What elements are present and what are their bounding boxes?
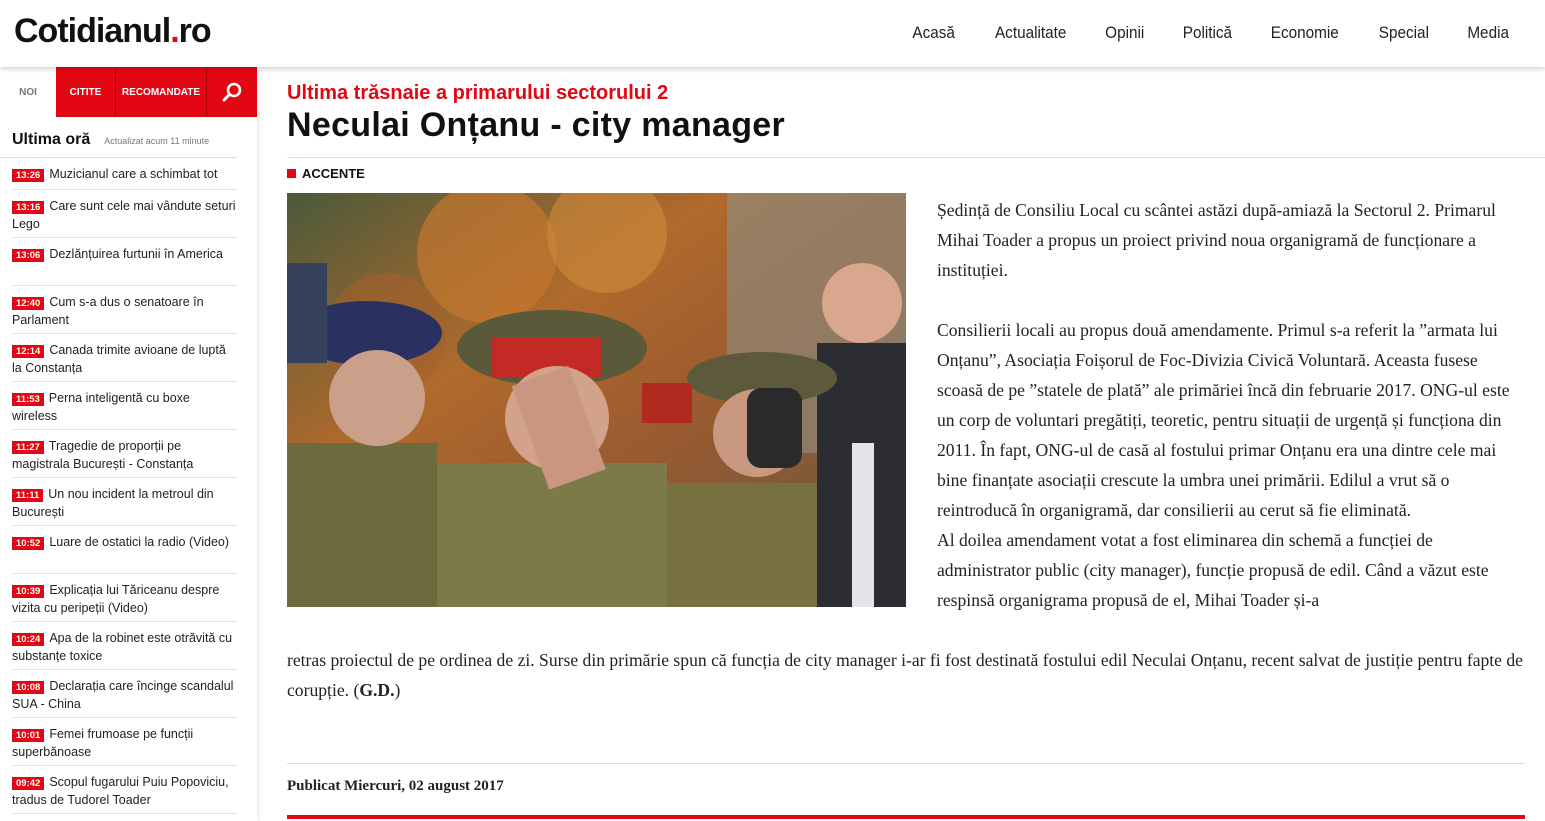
nav-opinii[interactable]: Opinii — [1105, 23, 1145, 42]
article-body-wide — [287, 645, 1527, 705]
news-headline: Care sunt cele mai vândute seturi Lego — [12, 199, 236, 231]
site-logo[interactable] — [14, 12, 211, 51]
news-item[interactable] — [12, 670, 237, 718]
news-headline: Perna inteligentă cu boxe wireless — [12, 391, 190, 423]
nav-actualitate[interactable]: Actualitate — [994, 23, 1067, 42]
nav-special[interactable]: Special — [1378, 23, 1429, 42]
news-time-badge: 12:40 — [12, 297, 44, 310]
news-headline: Dezlănțuirea furtunii în America — [49, 247, 224, 261]
divider — [287, 157, 1545, 158]
news-list — [12, 158, 237, 814]
nav-acasa[interactable]: Acasă — [912, 23, 956, 42]
news-item[interactable] — [12, 574, 237, 622]
news-item[interactable] — [12, 286, 237, 334]
ultima-ora-title: Ultima oră — [12, 131, 91, 148]
nav-economie[interactable]: Economie — [1271, 23, 1340, 42]
article-body-right — [937, 195, 1527, 615]
close-paren: ) — [394, 680, 401, 700]
news-time-badge: 11:11 — [12, 489, 43, 502]
news-time-badge: 12:14 — [12, 345, 44, 358]
search-button[interactable] — [207, 67, 257, 117]
news-item[interactable] — [12, 526, 237, 574]
logo-tld: ro — [178, 12, 211, 50]
news-item[interactable] — [12, 334, 237, 382]
article-paragraph-3-start: Al doilea amendament votat a fost eliminarea din schemă a funcției de administrator public (city manager), funcție propusă de edil. Când a văzut este respinsă organigrama propusă de el, Mihai Toader și-a — [937, 530, 1489, 610]
category-text: ACCENTE — [302, 166, 365, 181]
article-paragraph-3-end: retras proiectul de pe ordinea de zi. Surse din primărie spun că funcția de city manager i-ar fi fost destinată fostului edil Neculai Onțanu, recent salvat de justiție pentru fapte de corupție. ( — [287, 650, 1523, 700]
news-time-badge: 13:16 — [12, 201, 44, 214]
news-time-badge: 09:42 — [12, 777, 44, 790]
news-headline: Cum s-a dus o senatoare în Parlament — [12, 295, 204, 327]
news-time-badge: 11:27 — [12, 441, 44, 454]
nav-politica[interactable]: Politică — [1182, 23, 1232, 42]
news-headline: Un nou incident la metroul din București — [12, 487, 214, 519]
news-item[interactable] — [12, 622, 237, 670]
article-paragraph-1: Ședință de Consiliu Local cu scântei astăzi după-amiază la Sectorul 2. Primarul Mihai Toader a propus un proiect privind noua organigramă de funcționare a instituției. — [937, 200, 1496, 280]
tab-recomandate[interactable]: RECOMANDATE — [116, 67, 207, 117]
news-headline: Muzicianul care a schimbat tot — [49, 167, 218, 181]
red-divider — [287, 815, 1525, 819]
news-time-badge: 10:52 — [12, 537, 44, 550]
site-header — [0, 0, 1545, 67]
article-kicker: Ultima trăsnaie a primarului sectorului 2 — [287, 82, 669, 104]
news-time-badge: 10:01 — [12, 729, 44, 742]
news-item[interactable] — [12, 382, 237, 430]
logo-dot: . — [170, 12, 179, 50]
news-time-badge: 10:39 — [12, 585, 44, 598]
news-headline: Scopul fugarului Puiu Popoviciu, tradus de Tudorel Toader — [12, 775, 229, 807]
article-title: Neculai Onțanu - city manager — [287, 106, 786, 144]
news-time-badge: 10:08 — [12, 681, 44, 694]
news-item[interactable] — [12, 478, 237, 526]
news-time-badge: 13:06 — [12, 249, 44, 262]
category-square-icon — [287, 169, 296, 178]
news-headline: Luare de ostatici la radio (Video) — [49, 535, 230, 549]
category-label[interactable] — [287, 166, 365, 181]
article-author: G.D. — [359, 680, 395, 700]
news-item[interactable] — [12, 430, 237, 478]
logo-main: Cotidianul — [14, 12, 171, 50]
ultima-ora-header — [0, 117, 237, 158]
news-item[interactable] — [12, 158, 237, 190]
sidebar-tabs — [0, 67, 257, 117]
nav-media[interactable]: Media — [1467, 23, 1509, 42]
article-paragraph-2: Consilierii locali au propus două amendamente. Primul s-a referit la ”armata lui Onțanu”, Asociația Foișorul de Foc-Divizia Civică Voluntară. Aceasta fusese scoasă de pe ”statele de plată” ale primăriei încă din februarie 2017. ONG-ul este un corp de voluntari pregătiți, teoretic, pentru situații de urgență și funcționa din 2011. În fapt, ONG-ul de casă al fostului primar Onțanu era una dintre cele mai bine finanțate asociații crescute la umbra unei primării. Edilul a vrut să o reintroducă în organigramă, dar consilierii au cerut să fie eliminată. — [937, 320, 1510, 520]
sidebar — [0, 67, 257, 821]
officers-saluting-photo — [287, 193, 906, 607]
news-item[interactable] — [12, 718, 237, 766]
news-headline: Canada trimite avioane de luptă la Constanța — [12, 343, 226, 375]
divider — [287, 763, 1525, 764]
updated-label: Actualizat acum 11 minute — [104, 136, 210, 146]
news-time-badge: 11:53 — [12, 393, 44, 406]
tab-noi[interactable]: NOI — [0, 67, 56, 117]
publish-date: Publicat Miercuri, 02 august 2017 — [287, 778, 504, 794]
news-item[interactable] — [12, 766, 237, 814]
news-headline: Explicația lui Tăriceanu despre vizita cu peripeții (Video) — [12, 583, 220, 615]
main-nav — [877, 23, 1511, 43]
search-icon — [222, 82, 242, 102]
news-item[interactable] — [12, 238, 237, 286]
news-headline: Tragedie de proporții pe magistrala București - Constanța — [12, 439, 194, 471]
news-headline: Apa de la robinet este otrăvită cu substanțe toxice — [12, 631, 233, 663]
news-item[interactable] — [12, 190, 237, 238]
news-headline: Femei frumoase pe funcții superbănoase — [12, 727, 194, 759]
news-time-badge: 13:26 — [12, 169, 44, 182]
article-photo — [287, 193, 906, 607]
tab-citite[interactable]: CITITE — [56, 67, 116, 117]
news-headline: Declarația care încinge scandalul SUA - China — [12, 679, 234, 711]
news-time-badge: 10:24 — [12, 633, 44, 646]
